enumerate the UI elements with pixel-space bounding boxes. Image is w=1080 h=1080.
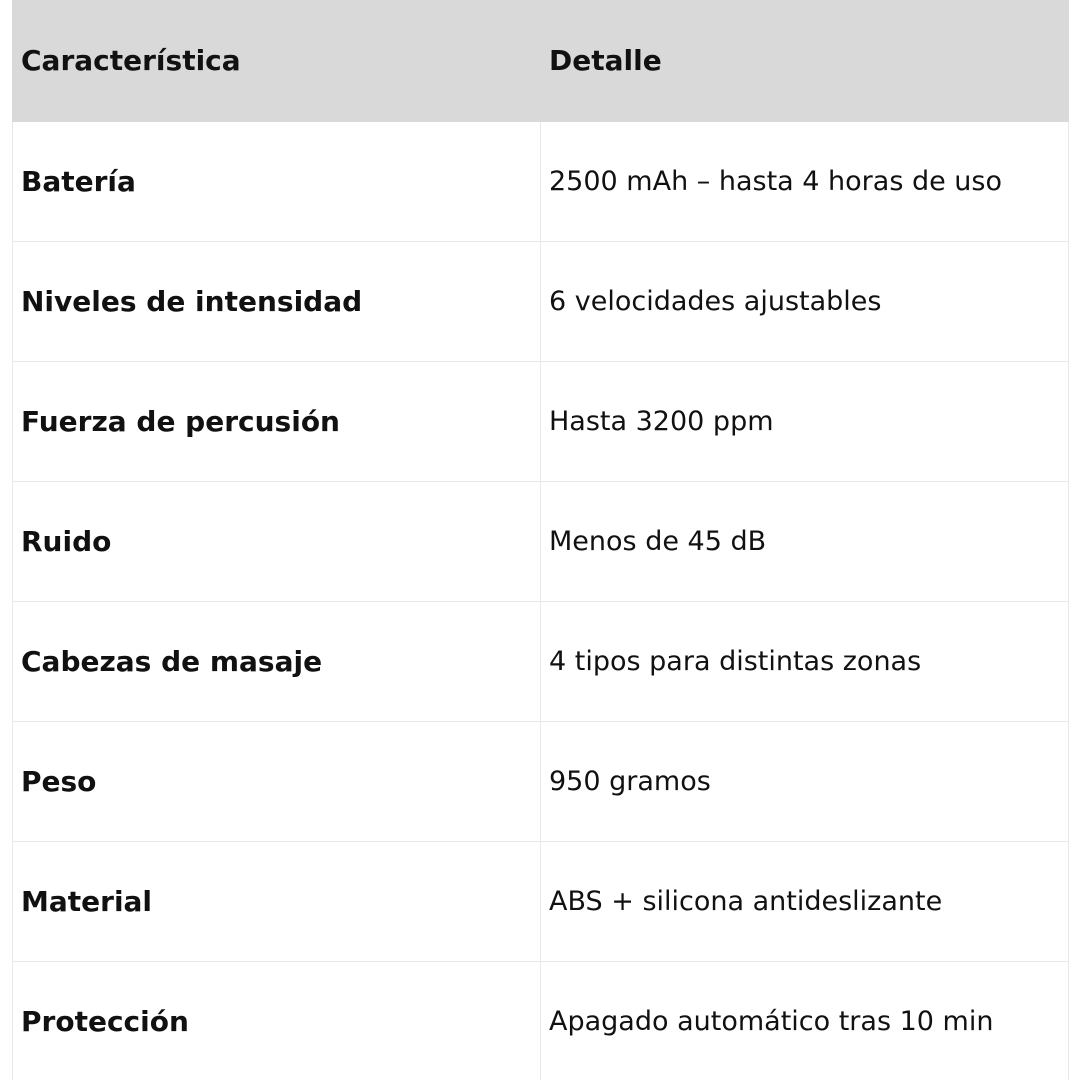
detail-cell: Hasta 3200 ppm	[541, 362, 1069, 482]
header-row	[13, 1, 1069, 122]
table-row	[13, 482, 1069, 602]
detail-cell: 4 tipos para distintas zonas	[541, 602, 1069, 722]
header-feature: Característica	[13, 1, 541, 122]
detail-cell: Menos de 45 dB	[541, 482, 1069, 602]
detail-cell: Apagado automático tras 10 min	[541, 962, 1069, 1080]
feature-cell: Ruido	[13, 482, 541, 602]
header-detail: Detalle	[541, 1, 1069, 122]
table-row	[13, 122, 1069, 242]
feature-cell: Niveles de intensidad	[13, 242, 541, 362]
feature-cell: Protección	[13, 962, 541, 1080]
table-row	[13, 962, 1069, 1080]
spec-table	[12, 0, 1069, 1080]
feature-cell: Fuerza de percusión	[13, 362, 541, 482]
feature-cell: Cabezas de masaje	[13, 602, 541, 722]
table-body	[13, 122, 1069, 1080]
detail-cell: 950 gramos	[541, 722, 1069, 842]
table-row	[13, 722, 1069, 842]
table-row	[13, 842, 1069, 962]
detail-cell: 2500 mAh – hasta 4 horas de uso	[541, 122, 1069, 242]
table-row	[13, 602, 1069, 722]
table-row	[13, 242, 1069, 362]
feature-cell: Material	[13, 842, 541, 962]
feature-cell: Peso	[13, 722, 541, 842]
detail-cell: ABS + silicona antideslizante	[541, 842, 1069, 962]
detail-cell: 6 velocidades ajustables	[541, 242, 1069, 362]
table-header	[13, 1, 1069, 122]
table-row	[13, 362, 1069, 482]
feature-cell: Batería	[13, 122, 541, 242]
